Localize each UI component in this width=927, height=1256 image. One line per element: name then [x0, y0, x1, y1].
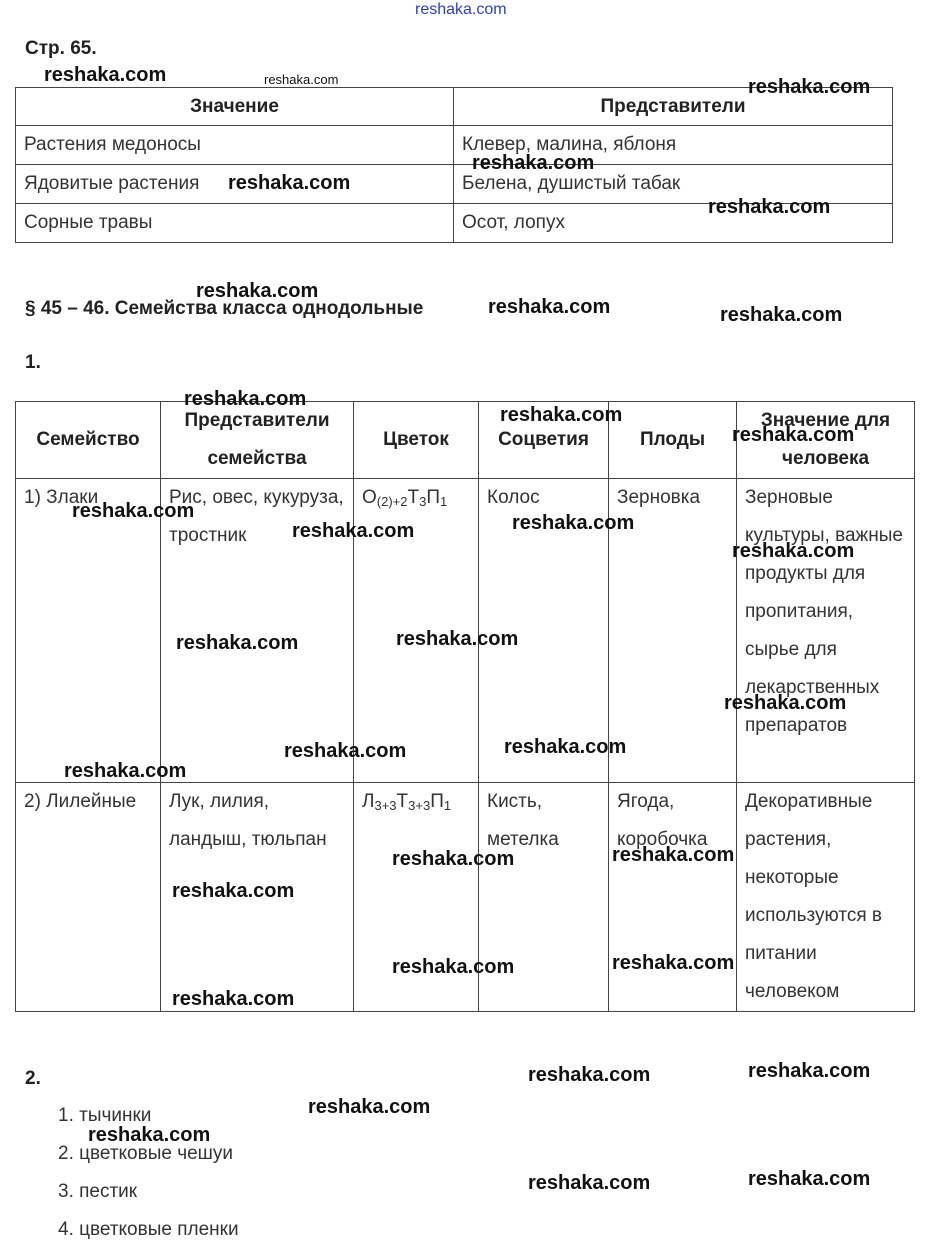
watermark: reshaka.com [228, 172, 351, 194]
fruit-cell: Ягода, коробочка [609, 783, 737, 1012]
fruit-cell: Зерновка [609, 479, 737, 783]
task-2-label: 2. [25, 1068, 41, 1089]
watermark: reshaka.com [720, 304, 843, 326]
task-1-label: 1. [25, 352, 41, 373]
list-item: 3. пестик [58, 1181, 138, 1202]
cell: Растения медоносы [16, 126, 454, 165]
formula-sub: 1 [443, 798, 452, 813]
list-item: 1. тычинки [58, 1105, 152, 1126]
section-title: § 45 – 46. Семейства класса однодольные [25, 298, 424, 319]
column-header: Плоды [609, 402, 737, 479]
family-cell: 1) Злаки [16, 479, 161, 783]
formula-part: О [362, 487, 377, 508]
formula-part: Т [396, 791, 409, 812]
watermark: reshaka.com [504, 736, 627, 758]
watermark: reshaka.com [196, 280, 319, 302]
watermark: reshaka.com [64, 760, 187, 782]
column-header: Цветок [354, 402, 479, 479]
cell: Сорные травы [16, 204, 454, 243]
cell: Белена, душистый табак [454, 165, 893, 204]
cell: Ядовитые растения [16, 165, 454, 204]
formula-part: Л [362, 791, 375, 812]
watermark: reshaka.com [172, 988, 295, 1010]
formula-sub: 1 [440, 494, 448, 509]
formula-part: П [426, 487, 440, 508]
column-header: Представители семейства [161, 402, 354, 479]
significance-cell: Зерновые культуры, важные продукты для пропитания, сырье для лекарственных препаратов [737, 479, 915, 783]
watermark: reshaka.com [88, 1124, 211, 1146]
watermark: reshaka.com [748, 76, 871, 98]
watermark: reshaka.com [724, 692, 847, 714]
column-header: Значение для человека [737, 402, 915, 479]
formula-sub: 3+3 [408, 798, 431, 813]
column-header: Соцветия [479, 402, 609, 479]
watermark: reshaka.com [392, 848, 515, 870]
significance-cell: Декоративные растения, некоторые используются в питании человеком [737, 783, 915, 1012]
members-cell: Лук, лилия, ландыш, тюльпан [161, 783, 354, 1012]
formula-sub: 3+3 [374, 798, 397, 813]
family-cell: 2) Лилейные [16, 783, 161, 1012]
formula-part: Т [407, 487, 420, 508]
list-item: 4. цветковые пленки [58, 1219, 239, 1240]
watermark: reshaka.com [488, 296, 611, 318]
watermark: reshaka.com [292, 520, 415, 542]
watermark: reshaka.com [44, 64, 167, 86]
watermark: reshaka.com [612, 844, 735, 866]
watermark: reshaka.com [396, 628, 519, 650]
watermark: reshaka.com [176, 632, 299, 654]
watermark: reshaka.com [392, 956, 515, 978]
watermark: reshaka.com [184, 388, 307, 410]
table-row [16, 126, 893, 165]
plants-significance-table [15, 87, 893, 243]
watermark: reshaka.com [732, 424, 855, 446]
column-header: Семейство [16, 402, 161, 479]
watermark: reshaka.com [264, 72, 339, 87]
watermark: reshaka.com [528, 1064, 651, 1086]
watermark: reshaka.com [72, 500, 195, 522]
formula-part: П [430, 791, 444, 812]
watermark: reshaka.com [732, 540, 855, 562]
watermark: reshaka.com [284, 740, 407, 762]
inflorescence-cell: Колос [479, 479, 609, 783]
column-header: Значение [16, 88, 454, 126]
watermark: reshaka.com [612, 952, 735, 974]
column-header: Представители [454, 88, 893, 126]
cell: Клевер, малина, яблоня [454, 126, 893, 165]
watermark: reshaka.com [528, 1172, 651, 1194]
watermark: reshaka.com [472, 152, 595, 174]
cell: Осот, лопух [454, 204, 893, 243]
formula-sub: (2)+2 [376, 494, 408, 509]
inflorescence-cell: Кисть, метелка [479, 783, 609, 1012]
watermark: reshaka.com [172, 880, 295, 902]
members-cell: Рис, овес, кукуруза, тростник [161, 479, 354, 783]
watermark: reshaka.com [308, 1096, 431, 1118]
watermark: reshaka.com [748, 1060, 871, 1082]
list-item: 2. цветковые чешуи [58, 1143, 234, 1164]
formula-sub: 3 [419, 494, 427, 509]
watermark: reshaka.com [708, 196, 831, 218]
page-label: Стр. 65. [25, 38, 97, 59]
watermark: reshaka.com [748, 1168, 871, 1190]
watermark: reshaka.com [415, 1, 507, 18]
watermark: reshaka.com [512, 512, 635, 534]
watermark: reshaka.com [500, 404, 623, 426]
